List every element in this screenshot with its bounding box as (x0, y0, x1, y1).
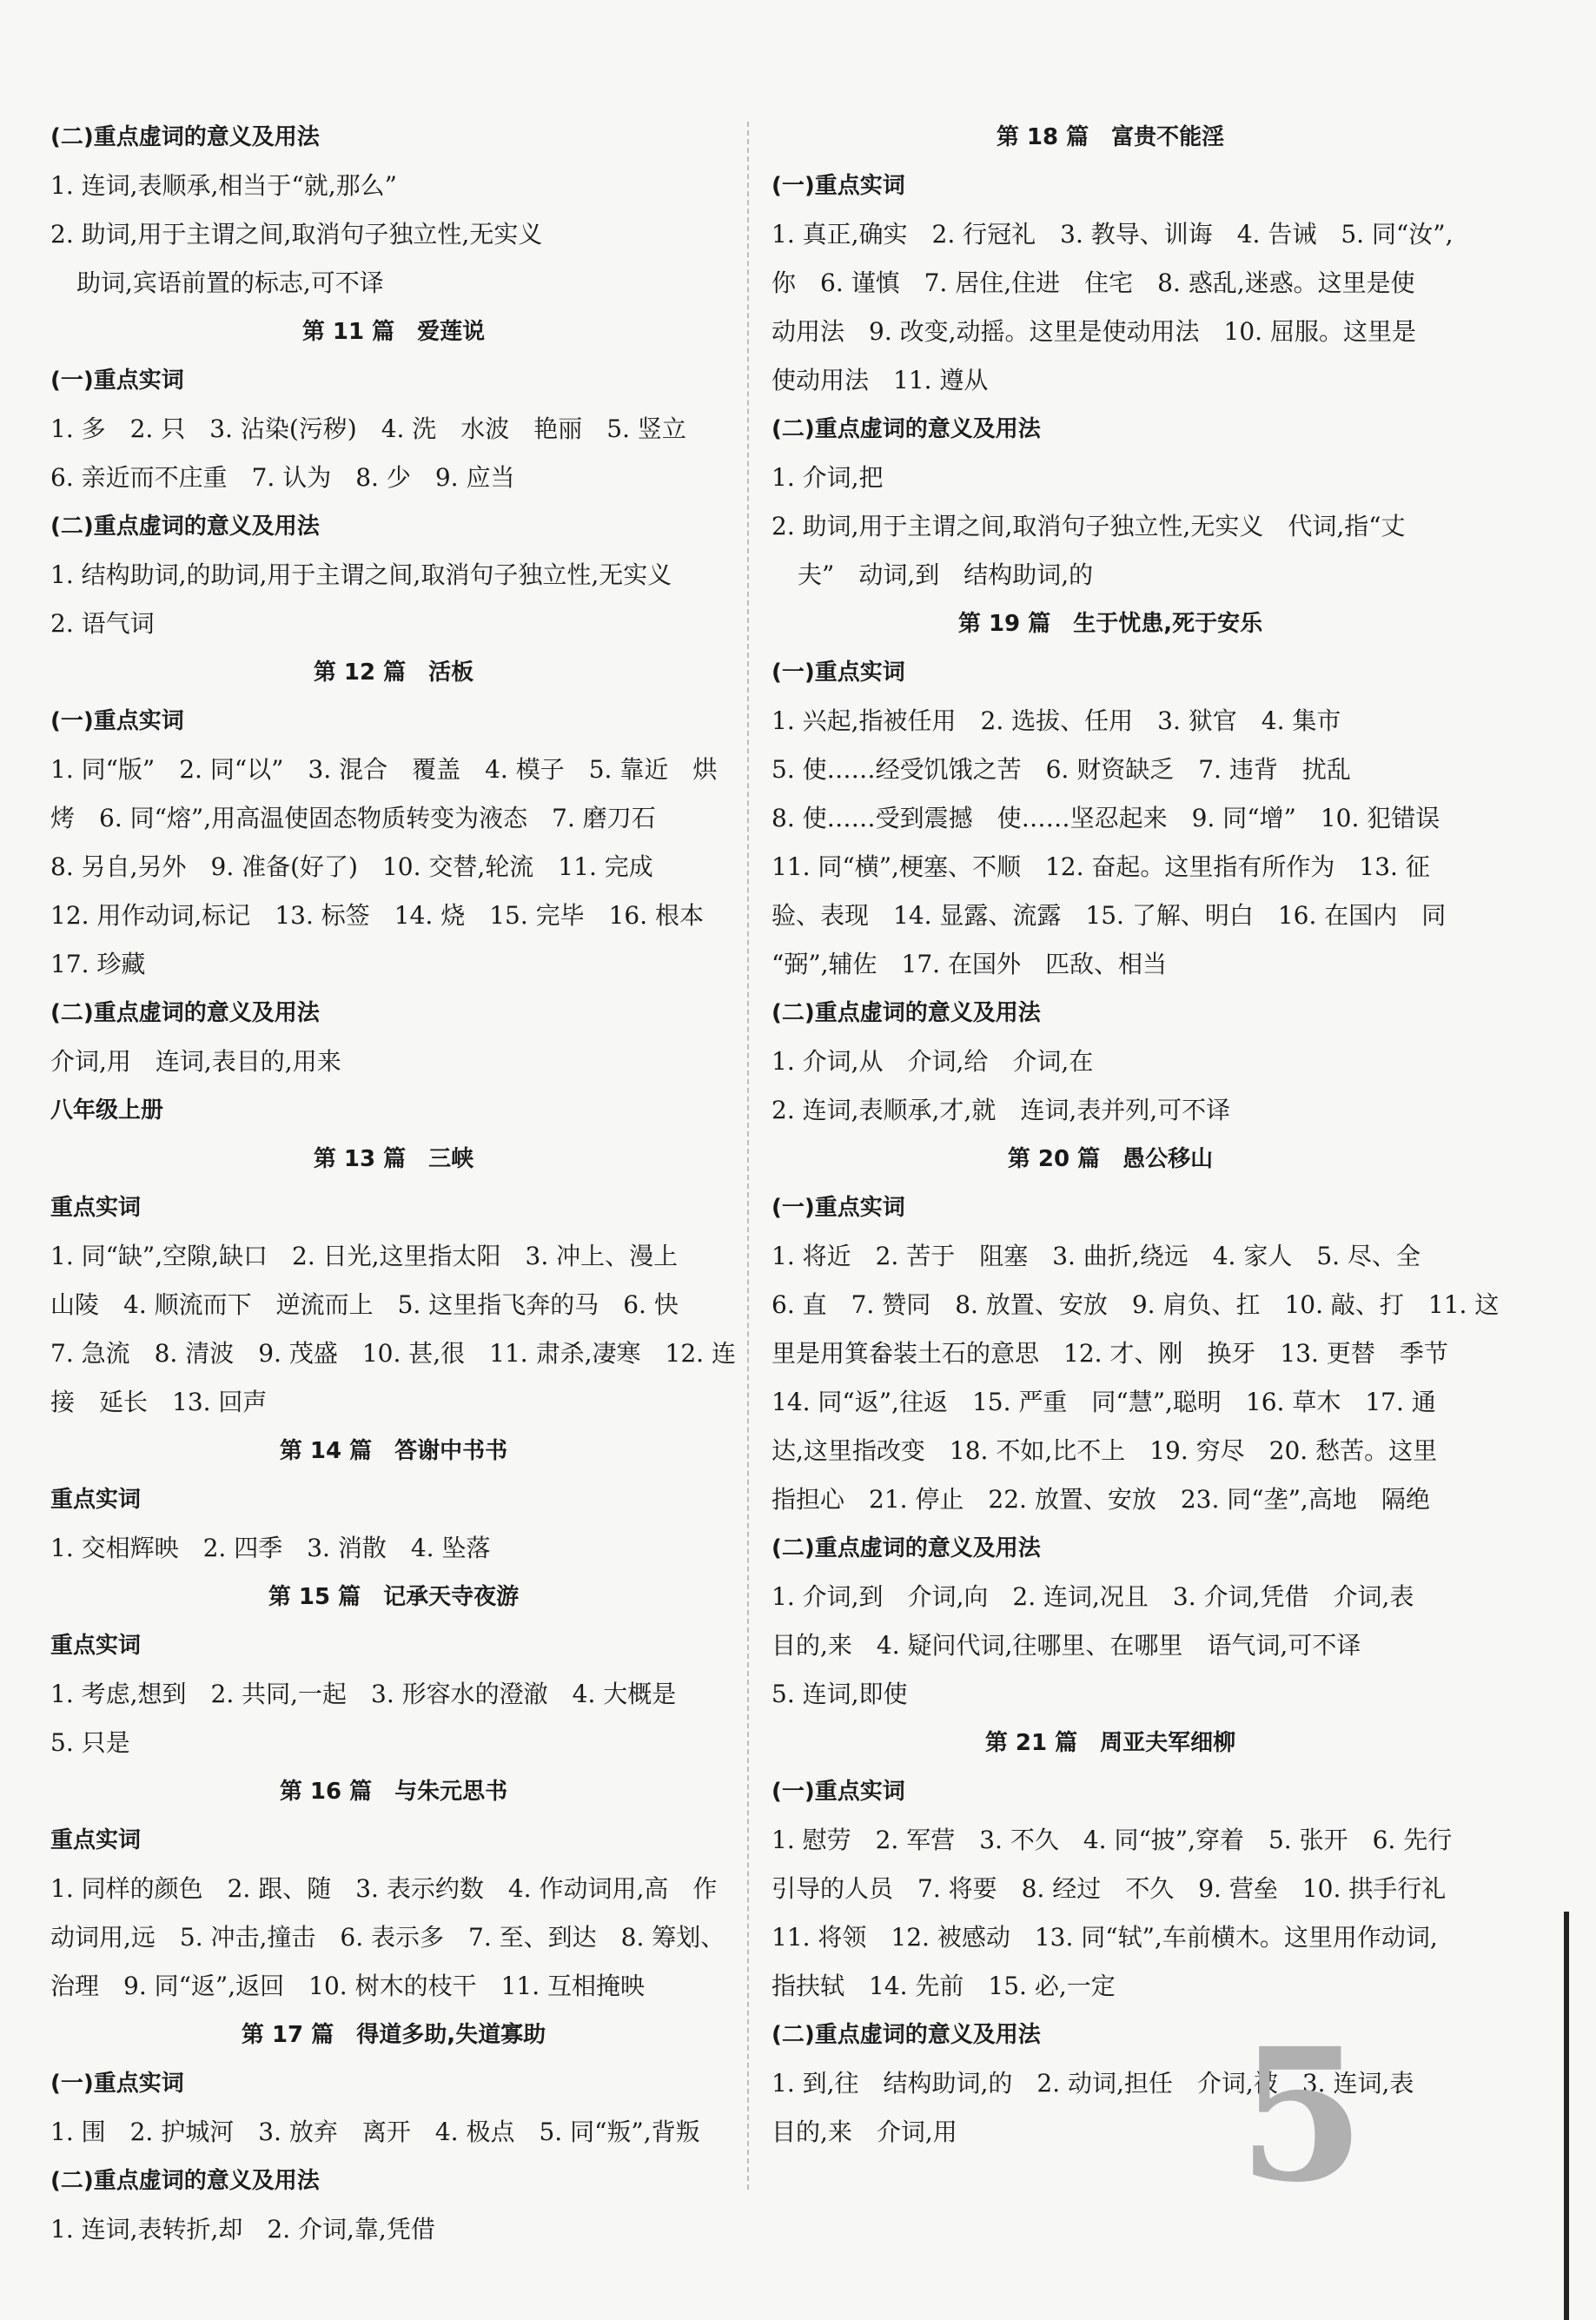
answer-line: 你 6. 谨慎 7. 居住,住进 住宅 8. 惑乱,迷惑。这里是使 (772, 268, 1415, 297)
article-title: 第 11 篇 爱莲说 (301, 319, 486, 345)
section-heading: (二)重点虚词的意义及用法 (772, 1535, 1041, 1561)
answer-line: 5. 使……经受饥饿之苦 6. 财资缺乏 7. 违背 扰乱 (772, 755, 1351, 784)
answer-line: 介词,用 连词,表目的,用来 (50, 1047, 341, 1076)
article-title: 第 17 篇 得道多助,失道寡助 (241, 2022, 546, 2048)
right-column (772, 113, 1500, 2157)
answer-line: 14. 同“返”,往返 15. 严重 同“慧”,聪明 16. 草木 17. 通 (772, 1388, 1436, 1416)
section-heading: (一)重点实词 (50, 2071, 184, 2097)
article-title: 第 13 篇 三峡 (313, 1146, 474, 1172)
section-heading: 重点实词 (50, 1487, 142, 1513)
answer-line: 5. 只是 (50, 1728, 130, 1757)
article-title: 第 21 篇 周亚夫军细柳 (984, 1730, 1236, 1756)
section-heading: (二)重点虚词的意义及用法 (50, 514, 320, 540)
answer-line: 引导的人员 7. 将要 8. 经过 不久 9. 营垒 10. 拱手行礼 (772, 1874, 1447, 1903)
article-title: 第 14 篇 答谢中书书 (279, 1438, 508, 1464)
answer-line: 6. 亲近而不庄重 7. 认为 8. 少 9. 应当 (50, 463, 515, 492)
answer-line: 里是用箕畚装土石的意思 12. 才、刚 换牙 13. 更替 季节 (772, 1339, 1448, 1368)
section-heading: (一)重点实词 (772, 173, 905, 199)
answer-line: 8. 另自,另外 9. 准备(好了) 10. 交替,轮流 11. 完成 (50, 852, 653, 881)
answer-line: 1. 连词,表转折,却 2. 介词,靠,凭借 (50, 2215, 435, 2244)
answer-line: 17. 珍藏 (50, 950, 146, 978)
answer-line: 2. 助词,用于主谓之间,取消句子独立性,无实义 代词,指“丈 (772, 512, 1406, 540)
answer-line: 1. 介词,到 介词,向 2. 连词,况且 3. 介词,凭借 介词,表 (772, 1582, 1414, 1611)
answer-line: 1. 结构助词,的助词,用于主谓之间,取消句子独立性,无实义 (50, 560, 672, 589)
answer-line: 1. 围 2. 护城河 3. 放弃 离开 4. 极点 5. 同“叛”,背叛 (50, 2118, 700, 2146)
answer-line: 1. 多 2. 只 3. 沾染(污秽) 4. 洗 水波 艳丽 5. 竖立 (50, 414, 686, 443)
answer-line: 治理 9. 同“返”,返回 10. 树木的枝干 11. 互相掩映 (50, 1972, 646, 2000)
answer-line: 动词用,远 5. 冲击,撞击 6. 表示多 7. 至、到达 8. 筹划、 (50, 1923, 725, 1952)
section-heading: 重点实词 (50, 1827, 142, 1853)
answer-line: 8. 使……受到震撼 使……坚忍起来 9. 同“增” 10. 犯错误 (772, 804, 1440, 832)
section-heading: (一)重点实词 (772, 660, 905, 686)
answer-line: 5. 连词,即使 (772, 1680, 908, 1708)
article-title: 第 19 篇 生于忧患,死于安乐 (957, 611, 1263, 637)
answer-line: 夫” 动词,到 结构助词,的 (798, 560, 1094, 589)
answer-line: 2. 连词,表顺承,才,就 连词,表并列,可不译 (772, 1096, 1231, 1124)
edge-bar (1564, 1912, 1569, 2320)
answer-line: 11. 同“横”,梗塞、不顺 12. 奋起。这里指有所作为 13. 征 (772, 852, 1430, 881)
answer-line: 1. 同样的颜色 2. 跟、随 3. 表示约数 4. 作动词用,高 作 (50, 1874, 718, 1903)
article-title: 第 15 篇 记承天寺夜游 (268, 1584, 520, 1610)
answer-line: 1. 交相辉映 2. 四季 3. 消散 4. 坠落 (50, 1534, 491, 1562)
answer-line: 2. 语气词 (50, 609, 155, 638)
section-heading: (二)重点虚词的意义及用法 (50, 2168, 320, 2194)
section-heading: (二)重点虚词的意义及用法 (50, 124, 320, 150)
column-divider (747, 122, 749, 2190)
answer-line: 6. 直 7. 赞同 8. 放置、安放 9. 肩负、扛 10. 敲、打 11. 这 (772, 1290, 1500, 1319)
answer-line: 验、表现 14. 显露、流露 15. 了解、明白 16. 在国内 同 (772, 901, 1447, 930)
answer-line: 1. 将近 2. 苦于 阻塞 3. 曲折,绕远 4. 家人 5. 尽、全 (772, 1242, 1421, 1270)
answer-line: 12. 用作动词,标记 13. 标签 14. 烧 15. 完毕 16. 根本 (50, 901, 705, 930)
answer-line: 接 延长 13. 回声 (50, 1388, 268, 1416)
page-number: 5 (1238, 2008, 1366, 2223)
section-heading: (一)重点实词 (772, 1195, 905, 1221)
answer-line: 1. 考虑,想到 2. 共同,一起 3. 形容水的澄澈 4. 大概是 (50, 1680, 677, 1708)
answer-line: 1. 同“缺”,空隙,缺口 2. 日光,这里指太阳 3. 冲上、漫上 (50, 1242, 679, 1270)
section-heading: (二)重点虚词的意义及用法 (772, 2022, 1041, 2048)
section-heading: (一)重点实词 (772, 1779, 905, 1805)
answer-line: 指担心 21. 停止 22. 放置、安放 23. 同“垄”,高地 隔绝 (772, 1485, 1430, 1514)
section-heading: (一)重点实词 (50, 708, 184, 734)
section-heading: 重点实词 (50, 1195, 142, 1221)
answer-line: 1. 连词,表顺承,相当于“就,那么” (50, 171, 397, 200)
article-title: 第 20 篇 愚公移山 (1007, 1146, 1214, 1172)
section-heading: (一)重点实词 (50, 368, 184, 394)
answer-line: 1. 兴起,指被任用 2. 选拔、任用 3. 狱官 4. 集市 (772, 706, 1341, 735)
answer-line: 7. 急流 8. 清波 9. 茂盛 10. 甚,很 11. 肃杀,凄寒 12. 连 (50, 1339, 736, 1368)
answer-line: 助词,宾语前置的标志,可不译 (76, 268, 384, 297)
section-heading: (二)重点虚词的意义及用法 (50, 1000, 320, 1026)
answer-line: 2. 助词,用于主谓之间,取消句子独立性,无实义 (50, 220, 543, 249)
answer-line: 1. 真正,确实 2. 行冠礼 3. 教导、训诲 4. 告诫 5. 同“汝”, (772, 220, 1454, 249)
answer-line: 1. 介词,把 (772, 463, 884, 492)
section-heading: 重点实词 (50, 1633, 142, 1659)
answer-line: 烤 6. 同“熔”,用高温使固态物质转变为液态 7. 磨刀石 (50, 804, 656, 832)
answer-line: “弼”,辅佐 17. 在国外 匹敌、相当 (772, 950, 1167, 978)
article-title: 第 18 篇 富贵不能淫 (996, 124, 1225, 150)
section-heading: (二)重点虚词的意义及用法 (772, 1000, 1041, 1026)
answer-line: 达,这里指改变 18. 不如,比不上 19. 穷尽 20. 愁苦。这里 (772, 1436, 1438, 1465)
answer-line: 1. 到,往 结构助词,的 2. 动词,担任 介词,被 3. 连词,表 (772, 2069, 1414, 2098)
answer-line: 11. 将领 12. 被感动 13. 同“轼”,车前横木。这里用作动词, (772, 1923, 1438, 1952)
section-heading: 八年级上册 (50, 1097, 164, 1124)
answer-line: 目的,来 4. 疑问代词,往哪里、在哪里 语气词,可不译 (772, 1631, 1361, 1660)
answer-line: 山陵 4. 顺流而下 逆流而上 5. 这里指飞奔的马 6. 快 (50, 1290, 679, 1319)
answer-line: 目的,来 介词,用 (772, 2118, 957, 2146)
answer-line: 1. 介词,从 介词,给 介词,在 (772, 1047, 1094, 1076)
answer-line: 动用法 9. 改变,动摇。这里是使动用法 10. 屈服。这里是 (772, 317, 1416, 346)
left-column (50, 113, 737, 2254)
section-heading: (二)重点虚词的意义及用法 (772, 416, 1041, 442)
article-title: 第 12 篇 活板 (313, 660, 474, 686)
answer-line: 1. 慰劳 2. 军营 3. 不久 4. 同“披”,穿着 5. 张开 6. 先行 (772, 1826, 1453, 1854)
answer-line: 使动用法 11. 遵从 (772, 366, 989, 394)
article-title: 第 16 篇 与朱元思书 (279, 1779, 508, 1805)
answer-line: 指扶轼 14. 先前 15. 必,一定 (772, 1972, 1116, 2000)
answer-line: 1. 同“版” 2. 同“以” 3. 混合 覆盖 4. 模子 5. 靠近 烘 (50, 755, 718, 784)
